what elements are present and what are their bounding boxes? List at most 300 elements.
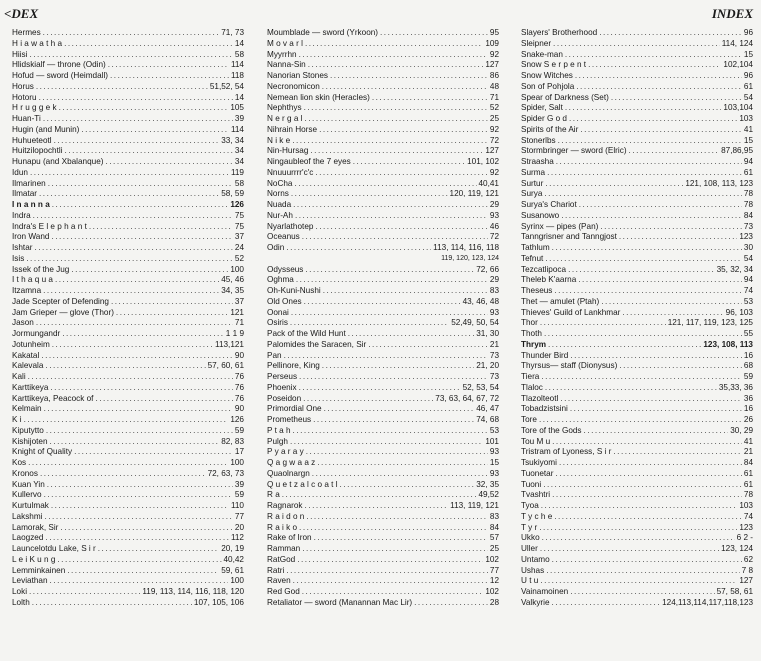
entry-pages: 126 [230,415,244,424]
entry-name: Susanowo [521,210,560,220]
index-entry [521,587,753,598]
dot-leader [545,179,683,190]
index-entry [521,555,753,566]
dot-leader [552,490,742,501]
index-entry [521,286,753,297]
entry-name: Ilmatar [12,189,38,199]
index-entry [267,447,499,458]
entry-pages: 118 [230,71,244,80]
index-entry [521,533,753,544]
index-entry [521,82,753,93]
dot-leader [43,286,219,297]
entry-pages: 83 [489,286,499,295]
dot-leader [313,415,474,426]
entry-name: Odysseus [267,264,304,274]
entry-pages: 72 [489,135,499,145]
entry-name: T y c h e [521,511,553,521]
entry-pages: 109 [485,38,499,48]
entry-pages: 14 [234,38,244,48]
index-entry [267,383,499,394]
entry-pages: 90 [234,350,244,360]
index-entry [267,469,499,480]
entry-pages: 84 [489,522,499,532]
entry-name: Rake of Iron [267,533,312,543]
entry-name: Tuoni [521,479,542,489]
dot-leader [305,265,474,276]
index-entry [12,523,244,534]
index-entry [12,254,244,265]
dot-leader [45,361,205,372]
entry-name: Jam Grieper — glove (Thor) [12,307,114,317]
dot-leader [293,576,488,587]
index-entry [521,103,753,114]
entry-name: Itzamna [12,286,42,295]
index-entry [521,93,753,104]
dot-leader [588,60,721,71]
dot-leader [579,200,742,211]
entry-name: Hunapu (and Xbalanque) [12,157,104,166]
dot-leader [348,329,475,340]
entry-name: N e r g a l [267,114,303,123]
dot-leader [576,82,742,93]
index-entry [521,329,753,340]
entry-pages: 52 [234,253,244,263]
dot-leader [308,60,484,71]
entry-pages: 113,121 [215,339,244,349]
index-entry [12,598,244,609]
dot-leader [302,544,488,555]
dot-leader [554,286,741,297]
index-entry [267,297,499,308]
index-entry [12,103,244,114]
entry-pages: 21, 20 [476,361,499,371]
index-entry [521,157,753,168]
entry-pages: 62 [743,554,753,564]
entry-name: Leviathan [12,576,48,586]
entry-name: Pellinore, King [267,361,320,371]
entry-pages: 126 [230,200,244,209]
index-entry [267,222,499,233]
entry-pages: 123 [739,522,753,532]
dot-leader [50,437,220,448]
index-entry [521,512,753,523]
index-entry [267,93,499,104]
entry-pages: 100 [230,458,244,467]
index-entry [521,469,753,480]
index-entry [12,394,244,405]
entry-name: I n a n n a [12,200,50,209]
dot-leader [559,458,742,469]
index-entry [12,566,244,577]
dot-leader [293,200,488,211]
entry-name: Untamo [521,554,550,564]
entry-pages: 73 [489,350,499,360]
entry-name: L e i K u n g [12,554,56,564]
index-entry [12,60,244,71]
index-entry [12,458,244,469]
entry-name: Hugin (and Munin) [12,124,80,134]
entry-pages: 43, 46, 48 [462,296,499,306]
entry-pages: 39 [234,114,244,123]
entry-name: N i k e [267,135,291,145]
index-entry [521,490,753,501]
index-column-3 [521,28,753,609]
dot-leader [52,200,229,211]
index-entry [267,39,499,50]
entry-pages: 113, 114, 116, 118 [433,243,499,252]
entry-name: Nihrain Horse [267,124,318,134]
entry-name: Jotunheim [12,339,50,349]
index-entry [12,533,244,544]
entry-pages: 52, 53, 54 [462,382,499,392]
index-entry [267,179,499,190]
dot-leader [291,308,488,319]
entry-name: Nin-Hursag [267,146,309,156]
entry-pages: 58 [234,49,244,59]
entry-name: Ramman [267,544,301,553]
entry-name: Thoth [521,329,542,338]
dot-leader [48,179,233,190]
dot-leader [284,351,488,362]
dot-leader [601,297,742,308]
dot-leader [304,297,461,308]
entry-pages: 75 [234,221,244,231]
dot-leader [629,146,720,157]
index-entry [267,265,499,276]
dot-leader [560,394,742,405]
entry-name: Lemminkainen [12,565,66,575]
entry-pages: 105 [230,103,244,113]
entry-name: Stonerlbs [521,135,556,145]
index-entry [267,114,499,125]
index-entry [12,93,244,104]
dot-leader [29,50,232,61]
index-entry [521,340,753,351]
entry-name: Tobadzistsini [521,404,568,414]
dot-leader [584,426,729,437]
index-entry [521,501,753,512]
dot-leader [36,82,208,93]
entry-pages: 78 [743,490,753,500]
entry-name: Kuan Yin [12,479,45,489]
entry-pages: 61 [743,479,753,489]
entry-pages: 102,104 [723,60,753,70]
dot-leader [282,490,477,501]
entry-name: Huitzilopochtli [12,146,63,156]
entry-pages: 74 [743,511,753,521]
entry-pages: 90 [234,404,244,414]
dot-leader [545,383,717,394]
dot-leader [619,232,737,243]
entry-name: Surya [521,189,543,199]
dot-leader [295,211,488,222]
entry-pages: 71 [489,92,499,102]
entry-name: Quaolnargn [267,468,310,478]
dot-leader [569,114,737,125]
index-column-2 [267,28,499,609]
index-entry [521,297,753,308]
entry-pages: 33, 34 [221,135,244,145]
index-entry [267,501,499,512]
entry-name: Thrym [521,339,547,349]
index-entry [521,598,753,609]
dot-leader [297,555,483,566]
dot-leader [306,447,488,458]
entry-pages: 1 1 9 [225,329,244,338]
entry-name: Tanngrisner and Tanngjost [521,232,617,242]
entry-name: Spider, Salt [521,103,563,113]
dot-leader [28,372,233,383]
dot-leader [51,232,232,243]
index-entry [12,168,244,179]
index-entry [267,125,499,136]
entry-pages: 114 [230,60,244,70]
entry-name: H i a w a t h a [12,38,63,48]
index-entry [12,555,244,566]
entry-name: H r u g g e k [12,103,57,113]
entry-name: Ratri [267,565,285,575]
entry-pages: 100 [230,264,244,274]
entry-name: Pan [267,350,282,360]
dot-leader [30,168,229,179]
entry-pages: 30, 29 [730,425,753,435]
entry-name: Tvashtri [521,490,551,500]
entry-name: I t h a q u a [12,275,53,285]
index-entry [267,426,499,437]
dot-leader [543,480,742,491]
index-entry [12,318,244,329]
entry-name: Red God [267,587,300,596]
entry-pages: 12 [489,576,499,586]
index-entry [12,211,244,222]
dot-leader [544,329,742,340]
entry-pages: 74 [743,286,753,295]
entry-name: Tyoa [521,501,539,510]
index-entry [12,404,244,415]
index-entry [521,566,753,577]
index-entry [267,480,499,491]
dot-leader [40,469,206,480]
entry-name: NoCha [267,178,293,188]
entry-name: Thyrsus— staff (Dionysus) [521,361,618,371]
index-entry [521,544,753,555]
index-entry [12,351,244,362]
entry-pages: 40,41 [478,178,499,188]
dot-leader [322,361,474,372]
entry-name: Nyarlathotep [267,221,314,231]
entry-pages: 73 [743,221,753,231]
dot-leader [556,157,742,168]
entry-pages: 15 [489,458,499,467]
index-entry [12,512,244,523]
entry-pages: 103 [739,501,753,510]
index-entry [521,383,753,394]
index-entry [12,308,244,319]
entry-pages: 34 [234,157,244,166]
entry-pages: 26 [743,415,753,424]
dot-leader [81,125,229,136]
entry-name: Ilmarinen [12,178,46,188]
entry-pages: 74, 68 [476,415,499,424]
index-entry [12,232,244,243]
entry-name: Nnuuurrrr'c'c [267,167,314,177]
entry-name: Thieves' Guild of Lankhmar [521,307,621,317]
index-entry [12,265,244,276]
dot-leader [553,39,720,50]
index-entry [12,136,244,147]
entry-name: Spirits of the Air [521,124,579,134]
index-entry [521,50,753,61]
entry-name: Son of Pohjola [521,81,575,91]
index-entry [12,179,244,190]
index-entry [267,361,499,372]
dot-leader [312,469,488,480]
index-entry [12,39,244,50]
entry-name: P t a h [267,425,291,435]
entry-pages: 55 [743,329,753,338]
entry-pages: 39 [234,479,244,489]
entry-pages: 119, 120, 123, 124 [441,254,499,262]
entry-pages: 25 [489,114,499,123]
entry-name: Phoenix [267,382,297,392]
dot-leader [43,28,220,39]
dot-leader [55,275,219,286]
entry-name: Tuonetar [521,468,554,478]
header-left: <DEX [4,6,39,21]
entry-pages: 87,86,95 [721,146,753,156]
entry-pages: 110 [230,501,244,510]
dot-leader [44,404,233,415]
entry-name: Kali [12,372,26,381]
entry-name: Palomides the Saracen, Sir [267,339,367,349]
dot-leader [44,490,233,501]
entry-name: Karttikeya [12,382,49,392]
index-entry [12,437,244,448]
index-entry [267,490,499,501]
dot-leader [552,243,742,254]
index-entry [267,544,499,555]
entry-name: Syrinx — pipes (Pan) [521,221,599,231]
index-entry [521,114,753,125]
entry-pages: 86 [489,71,499,80]
entry-name: Retaliator — sword (Manannan Mac Lir) [267,597,413,607]
entry-name: Hlidskialf — throne (Odin) [12,60,106,70]
entry-name: Nur-Ah [267,210,293,220]
entry-pages: 35,33, 36 [718,382,753,392]
entry-name: Perseus [267,372,298,381]
entry-name: Kronos [12,468,38,478]
entry-pages: 93 [489,447,499,457]
entry-pages: 31, 30 [476,329,499,338]
entry-name: Tore of the Gods [521,425,582,435]
entry-pages: 101 [485,436,499,446]
dot-leader [540,576,737,587]
index-entry [12,275,244,286]
index-entry [521,265,753,276]
dot-leader [380,28,488,39]
dot-leader [540,544,719,555]
index-entry [267,28,499,39]
entry-pages: 121 [230,307,244,317]
index-entry [267,512,499,523]
entry-pages: 46 [489,221,499,231]
entry-name: Issek of the Jug [12,264,70,274]
entry-pages: 101, 102 [467,157,499,166]
index-entry [267,598,499,609]
entry-name: Moumblade — sword (Yrkoon) [267,28,379,37]
dot-leader [317,458,488,469]
index-entry [267,351,499,362]
dot-leader [62,329,224,340]
entry-pages: 76 [234,382,244,392]
entry-name: Idun [12,167,28,177]
dot-leader [47,480,233,491]
index-entry [12,490,244,501]
entry-name: U t u [521,576,539,586]
dot-leader [50,576,229,587]
index-entry [12,340,244,351]
index-entry [267,566,499,577]
entry-name: Oceanus [267,232,300,242]
entry-name: T y r [521,522,538,532]
entry-pages: 114 [230,124,244,134]
entry-name: Prometheus [267,415,312,424]
entry-pages: 77 [489,565,499,575]
dot-leader [290,437,483,448]
index-entry [12,297,244,308]
dot-leader [106,157,233,168]
index-entry [267,60,499,71]
dot-leader [292,136,488,147]
dot-leader [315,168,488,179]
dot-leader [57,555,221,566]
dot-leader [540,318,666,329]
entry-name: Jormungandr [12,329,61,338]
dot-leader [548,340,701,351]
dot-leader [95,394,232,405]
entry-pages: 61 [743,167,753,177]
dot-leader [372,93,488,104]
index-entry [12,501,244,512]
entry-pages: 124,113,114,117,118,123 [662,597,753,607]
entry-name: Nanna-Sin [267,60,306,70]
entry-name: Kishijoten [12,436,48,446]
entry-name: Hermes [12,28,41,37]
entry-pages: 84 [743,458,753,467]
dot-leader [89,222,233,233]
entry-name: Kakatal [12,350,40,360]
entry-pages: 72 [489,232,499,242]
entry-pages: 71, 73 [221,28,244,37]
dot-leader [324,404,475,415]
entry-pages: 59 [234,425,244,435]
entry-name: Q u e t z a l c o a t l [267,479,338,489]
dot-leader [619,361,742,372]
dot-leader [299,372,488,383]
entry-name: Raven [267,576,291,586]
dot-leader [39,93,233,104]
dot-leader [330,71,488,82]
entry-pages: 119 [230,167,244,177]
index-entry [267,523,499,534]
index-entry [267,103,499,114]
index-entry [521,394,753,405]
index-entry [267,394,499,405]
index-entry [267,533,499,544]
entry-pages: 94 [743,157,753,166]
dot-leader [110,71,229,82]
index-entry [12,286,244,297]
